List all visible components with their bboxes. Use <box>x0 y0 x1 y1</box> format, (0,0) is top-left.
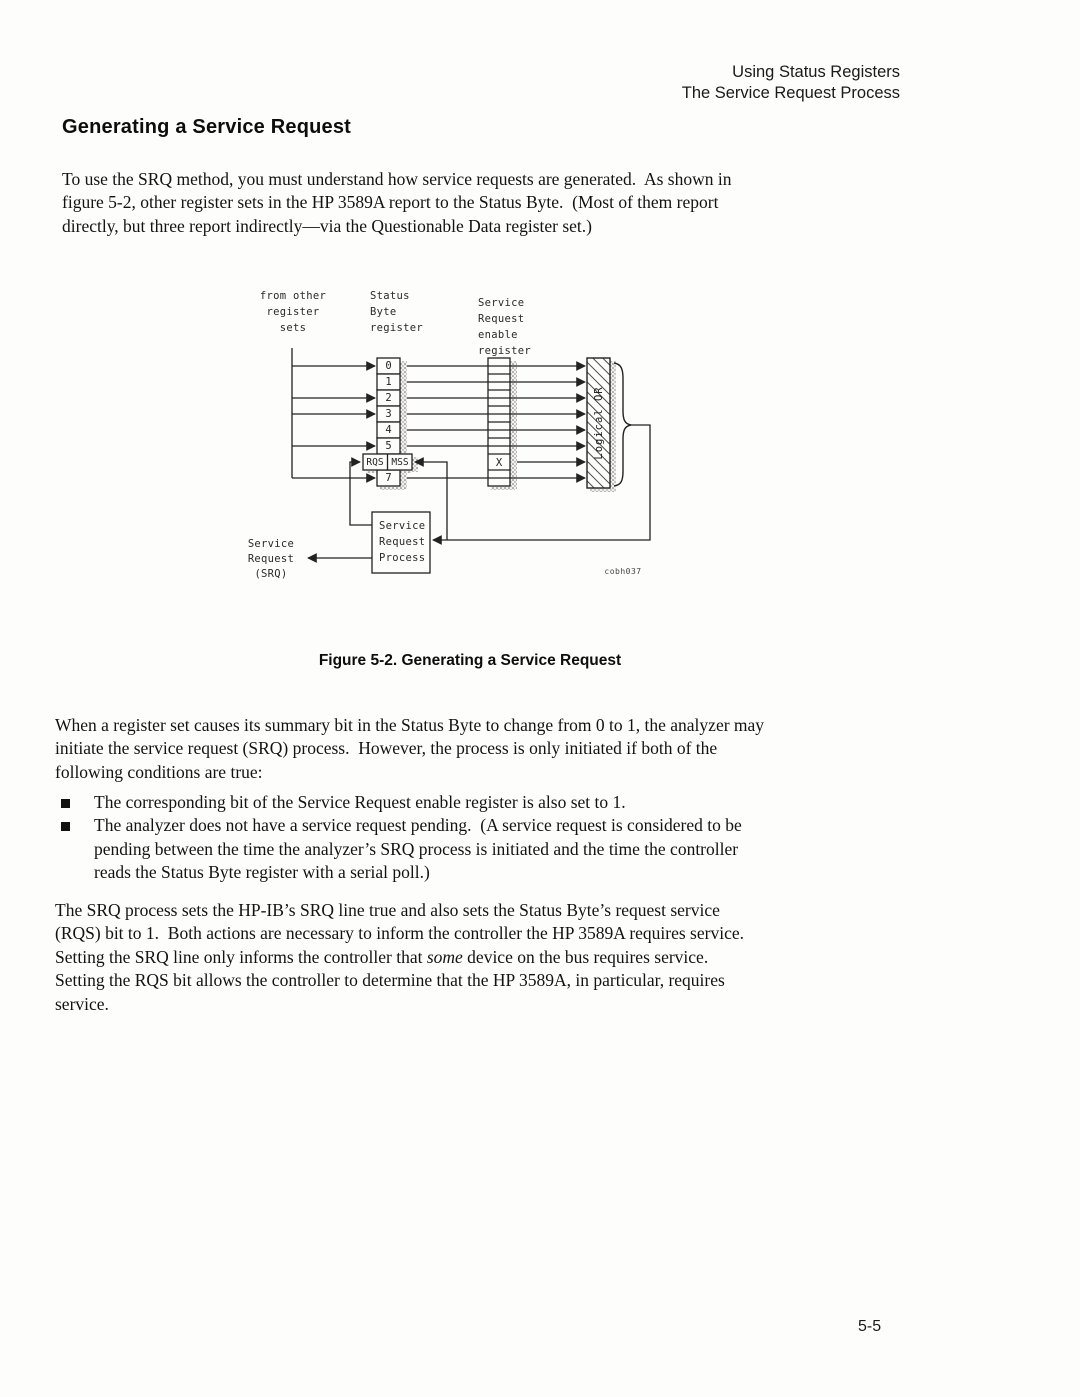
text-run: Setting the SRQ line only informs the controller that <box>55 946 427 967</box>
brace <box>614 363 631 486</box>
paragraph-line: figure 5-2, other register sets in the HP 3589A report to the Status Byte. (Most of them report <box>62 192 719 213</box>
paragraph-line: To use the SRQ method, you must understand how service requests are generated. As shown in <box>62 169 732 189</box>
status-bit-5: 5 <box>385 440 392 452</box>
label-line: Status <box>370 290 410 302</box>
label-line: Service <box>379 520 426 532</box>
label-line: register <box>478 345 531 357</box>
paragraph-line: Setting the RQS bit allows the controller to determine that the HP 3589A, in particular, requires <box>55 970 725 991</box>
label-line: Service <box>478 297 525 309</box>
rqs-bit-label: RQS <box>366 457 384 468</box>
paragraph-line: initiate the service request (SRQ) process. However, the process is only initiated if both of the <box>55 738 718 759</box>
paragraph-line <box>55 946 905 969</box>
label-line: enable <box>478 329 518 341</box>
paragraph-line: The analyzer does not have a service request pending. (A service request is considered to be <box>94 815 742 836</box>
figure-5-2-diagram <box>240 283 680 595</box>
bullet-square-icon <box>61 799 70 808</box>
status-bit-0: 0 <box>385 360 392 372</box>
mss-bit-label: MSS <box>391 457 409 468</box>
text-run-italic: some <box>426 946 463 967</box>
paragraph-line: reads the Status Byte register with a serial poll.) <box>94 862 430 883</box>
list-item-text <box>94 814 742 884</box>
paragraph-line: following conditions are true: <box>55 761 263 782</box>
paragraph-line: pending between the time the analyzer’s SRQ process is initiated and the time the controller <box>94 838 739 859</box>
paragraph-line: (RQS) bit to 1. Both actions are necessary to inform the controller the HP 3589A requires service. <box>55 923 744 944</box>
paragraph-line: The SRQ process sets the HP-IB’s SRQ line true and also sets the Status Byte’s request service <box>55 900 720 920</box>
section-heading: Generating a Service Request <box>62 116 352 138</box>
label-status-byte-register <box>370 288 423 336</box>
paragraph-line: directly, but three report indirectly—via the Questionable Data register set.) <box>62 215 592 236</box>
status-bit-4: 4 <box>385 424 392 436</box>
label-from-other-register-sets <box>255 288 331 336</box>
label-service-request-srq <box>242 537 300 582</box>
header-section: The Service Request Process <box>681 84 900 102</box>
label-line: from other <box>259 290 327 302</box>
figure-caption: Figure 5-2. Generating a Service Request <box>318 652 622 669</box>
paragraph-srq-process <box>55 899 905 1016</box>
logical-or-label: Logical OR <box>593 386 605 460</box>
paragraph-line: When a register set causes its summary bit in the Status Byte to change from 0 to 1, the analyzer may <box>55 715 765 735</box>
list-item <box>55 791 905 814</box>
label-service-request-enable-register <box>478 295 531 359</box>
label-line: Service <box>247 538 295 550</box>
status-bit-1: 1 <box>385 376 392 388</box>
conditions-list <box>55 791 905 885</box>
paragraph-line: service. <box>55 993 109 1014</box>
list-item <box>55 814 905 884</box>
figure-code: cobh037 <box>604 567 642 576</box>
label-line: Request <box>247 553 295 565</box>
shadow-strips <box>366 361 616 492</box>
label-line: Request <box>379 536 426 548</box>
label-line: sets <box>279 322 307 334</box>
label-line: Process <box>379 552 426 564</box>
status-bit-2: 2 <box>385 392 392 404</box>
enable-x-mark: X <box>495 457 503 469</box>
status-bit-7: 7 <box>385 472 392 484</box>
label-line: Request <box>478 313 525 325</box>
text-run: device on the bus requires service. <box>462 946 709 967</box>
paragraph-intro <box>62 168 892 238</box>
bullet-square-icon <box>61 822 70 831</box>
label-line: (SRQ) <box>254 568 288 580</box>
label-line: Byte <box>370 306 397 318</box>
paragraph-line: The corresponding bit of the Service Request enable register is also set to 1. <box>94 792 626 812</box>
header-chapter: Using Status Registers <box>732 63 900 81</box>
paragraph-conditions <box>55 714 905 784</box>
status-bit-3: 3 <box>385 408 392 420</box>
running-header <box>500 62 900 104</box>
label-service-request-process <box>379 518 425 566</box>
label-line: register <box>370 322 423 334</box>
page-number: 5-5 <box>858 1318 882 1335</box>
label-line: register <box>266 306 320 318</box>
list-item-text <box>94 791 626 814</box>
